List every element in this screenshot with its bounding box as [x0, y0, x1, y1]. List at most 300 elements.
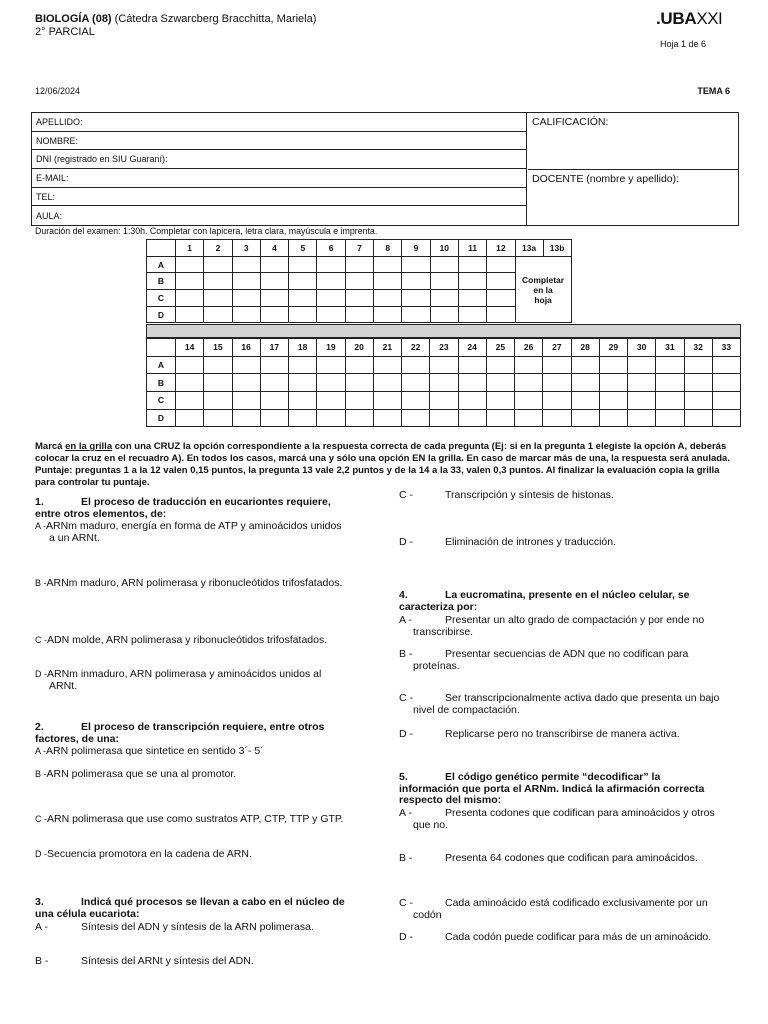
- grid-row-label: C: [147, 392, 176, 410]
- grid-corner: [147, 339, 176, 357]
- question-text: caracteriza por:: [399, 600, 478, 613]
- answer-cell[interactable]: [289, 256, 317, 273]
- answer-cell[interactable]: [599, 409, 627, 427]
- answer-cell[interactable]: [260, 392, 288, 410]
- question-text: El proceso de traducción en eucariontes requiere,: [81, 496, 331, 508]
- answer-cell[interactable]: [402, 392, 430, 410]
- grid-col-header: 11: [458, 240, 486, 257]
- answer-cell[interactable]: [373, 392, 401, 410]
- grid-col-header: 33: [712, 339, 740, 357]
- q3-option-a[interactable]: [35, 921, 380, 933]
- answer-cell[interactable]: [289, 409, 317, 427]
- grid-col-header: 5: [289, 240, 317, 257]
- grid-col-header: 7: [345, 240, 373, 257]
- answer-cell[interactable]: [628, 409, 656, 427]
- option-letter: A -: [399, 807, 412, 819]
- answer-cell[interactable]: [317, 374, 345, 392]
- grid-col-header: 16: [232, 339, 260, 357]
- instructions-pre: Marcá: [35, 441, 66, 452]
- grid1-row-d: [147, 306, 572, 323]
- answer-cell[interactable]: [487, 273, 515, 290]
- option-letter: A -: [35, 921, 48, 933]
- duration-note: Duración del examen: 1:30h. Completar con lapicera, letra clara, mayúscula e imprenta.: [35, 226, 378, 236]
- answer-cell[interactable]: [345, 273, 373, 290]
- grid-row-label: B: [147, 374, 176, 392]
- option-text: proteínas.: [413, 660, 460, 672]
- answer-cell[interactable]: [176, 256, 204, 273]
- instructions-paragraph: [35, 441, 735, 489]
- answer-cell[interactable]: [458, 306, 486, 323]
- complete-in-sheet-note: [515, 256, 571, 323]
- question-text: entre otros elementos, de:: [35, 507, 167, 520]
- grid2-row-b: [147, 374, 741, 392]
- answer-cell[interactable]: [232, 356, 260, 374]
- option-text: ARN polimerasa que sintetice en sentido 3´- 5´: [46, 745, 264, 757]
- question-number: 5.: [399, 771, 408, 783]
- answer-cell[interactable]: [289, 306, 317, 323]
- grid-col-header: 10: [430, 240, 458, 257]
- answer-cell[interactable]: [260, 290, 288, 307]
- grid-col-header: 3: [232, 240, 260, 257]
- grid-col-header: 18: [289, 339, 317, 357]
- grid-col-header: 19: [317, 339, 345, 357]
- answer-cell[interactable]: [232, 409, 260, 427]
- grid-col-header: 26: [515, 339, 543, 357]
- answer-cell[interactable]: [374, 273, 402, 290]
- option-text: ARNm maduro, ARN polimerasa y ribonucleótidos trifosfatados.: [46, 577, 343, 589]
- answer-cell[interactable]: [232, 256, 260, 273]
- field-email[interactable]: E-MAIL:: [32, 169, 527, 188]
- question-text: factores, de una:: [35, 732, 120, 745]
- q2-option-c[interactable]: [35, 813, 385, 825]
- option-letter: D -: [35, 669, 47, 679]
- grid2-row-c: [147, 392, 741, 410]
- answer-cell[interactable]: [684, 409, 712, 427]
- option-letter: C -: [399, 692, 413, 704]
- field-nombre[interactable]: NOMBRE:: [32, 132, 527, 150]
- option-letter: B -: [35, 769, 47, 779]
- answer-cell[interactable]: [204, 290, 232, 307]
- option-letter: B -: [399, 648, 413, 660]
- answer-cell[interactable]: [656, 374, 684, 392]
- q4-option-d[interactable]: [399, 728, 744, 740]
- answer-cell[interactable]: [684, 374, 712, 392]
- grid-col-header: 13b: [543, 240, 571, 257]
- answer-cell[interactable]: [232, 392, 260, 410]
- answer-cell[interactable]: [176, 273, 204, 290]
- answer-cell[interactable]: [430, 392, 458, 410]
- question-number: 3.: [35, 896, 44, 908]
- option-text: Presenta codones que codifican para aminoácidos y otros: [445, 807, 715, 819]
- answer-cell[interactable]: [373, 409, 401, 427]
- option-text: ARN polimerasa que use como sustratos ATP, CTP, TTP y GTP.: [47, 813, 344, 825]
- grid-col-header: 25: [486, 339, 514, 357]
- q2-option-b[interactable]: [35, 768, 380, 780]
- answer-cell[interactable]: [176, 392, 204, 410]
- option-text: Presentar secuencias de ADN que no codifican para: [445, 648, 689, 660]
- grid-col-header: 15: [204, 339, 232, 357]
- answer-cell[interactable]: [684, 392, 712, 410]
- answer-cell[interactable]: [402, 356, 430, 374]
- answer-cell[interactable]: [515, 409, 543, 427]
- answer-cell[interactable]: [204, 374, 232, 392]
- grid-col-header: 32: [684, 339, 712, 357]
- option-letter: D -: [399, 931, 413, 943]
- answer-cell[interactable]: [515, 356, 543, 374]
- answer-cell[interactable]: [712, 374, 740, 392]
- answer-cell[interactable]: [260, 409, 288, 427]
- answer-cell[interactable]: [260, 306, 288, 323]
- grid1-row-c: [147, 290, 572, 307]
- answer-cell[interactable]: [684, 356, 712, 374]
- answer-cell[interactable]: [204, 409, 232, 427]
- answer-cell[interactable]: [345, 256, 373, 273]
- student-info-box: [31, 112, 739, 226]
- option-letter: C -: [399, 489, 413, 501]
- option-letter: C -: [35, 814, 47, 824]
- answer-cell[interactable]: [232, 273, 260, 290]
- grid-col-header: 17: [260, 339, 288, 357]
- docente-field[interactable]: DOCENTE (nombre y apellido):: [532, 173, 680, 185]
- calificacion-field[interactable]: CALIFICACIÓN:: [528, 113, 738, 170]
- field-tel[interactable]: TEL:: [32, 188, 527, 206]
- answer-cell[interactable]: [571, 374, 599, 392]
- grid-col-header: 24: [458, 339, 486, 357]
- tema-label: TEMA 6: [697, 86, 730, 96]
- answer-cell[interactable]: [430, 306, 458, 323]
- answer-cell[interactable]: [176, 409, 204, 427]
- answer-cell[interactable]: [458, 374, 486, 392]
- answer-cell[interactable]: [373, 356, 401, 374]
- option-text: nivel de compactación.: [413, 704, 520, 716]
- answer-cell[interactable]: [345, 290, 373, 307]
- q2-option-a[interactable]: [35, 745, 380, 757]
- answer-cell[interactable]: [176, 374, 204, 392]
- field-apellido[interactable]: APELLIDO:: [32, 113, 527, 132]
- answer-cell[interactable]: [656, 356, 684, 374]
- grid1-row-b: [147, 273, 572, 290]
- exam-name: 2° PARCIAL: [35, 26, 95, 38]
- option-text: a un ARNt.: [49, 532, 100, 544]
- answer-cell[interactable]: [712, 356, 740, 374]
- answer-cell[interactable]: [628, 374, 656, 392]
- option-text: Replicarse pero no transcribirse de manera activa.: [445, 728, 680, 740]
- option-letter: C -: [35, 635, 47, 645]
- option-text: Eliminación de intrones y traducción.: [445, 536, 617, 548]
- course-name: BIOLOGÍA (08): [35, 13, 112, 25]
- answer-cell[interactable]: [289, 290, 317, 307]
- q4-option-b[interactable]: [399, 648, 744, 672]
- answer-cell[interactable]: [656, 409, 684, 427]
- q4-option-c[interactable]: [399, 692, 744, 716]
- answer-cell[interactable]: [628, 392, 656, 410]
- answer-cell[interactable]: [599, 374, 627, 392]
- logo-suffix: XXI: [696, 9, 723, 28]
- grid-row-label: A: [147, 256, 176, 273]
- answer-cell[interactable]: [317, 356, 345, 374]
- question-5-title: [399, 772, 744, 807]
- answer-grid-1: [146, 239, 572, 323]
- answer-cell[interactable]: [571, 409, 599, 427]
- answer-cell[interactable]: [458, 273, 486, 290]
- answer-cell[interactable]: [402, 374, 430, 392]
- answer-cell[interactable]: [458, 256, 486, 273]
- answer-cell[interactable]: [571, 392, 599, 410]
- answer-cell[interactable]: [260, 273, 288, 290]
- answer-cell[interactable]: [402, 409, 430, 427]
- option-text: que no.: [413, 819, 449, 831]
- q1-option-a[interactable]: [35, 520, 375, 544]
- answer-cell[interactable]: [543, 374, 571, 392]
- option-letter: D -: [399, 536, 413, 548]
- answer-cell[interactable]: [373, 374, 401, 392]
- q5-option-b[interactable]: [399, 852, 744, 864]
- answer-cell[interactable]: [289, 392, 317, 410]
- grid-col-header: 28: [571, 339, 599, 357]
- answer-cell[interactable]: [458, 290, 486, 307]
- grid2-row-a: [147, 356, 741, 374]
- option-text: Transcripción y síntesis de histonas.: [445, 489, 614, 501]
- grid-row-label: C: [147, 290, 176, 307]
- logo-main: .UBA: [656, 9, 697, 28]
- answer-cell[interactable]: [543, 356, 571, 374]
- answer-cell[interactable]: [458, 356, 486, 374]
- answer-cell[interactable]: [317, 392, 345, 410]
- answer-cell[interactable]: [402, 290, 430, 307]
- option-letter: D -: [35, 849, 47, 859]
- answer-grid-2: [146, 338, 741, 427]
- q5-option-a[interactable]: [399, 807, 744, 831]
- answer-cell[interactable]: [317, 306, 345, 323]
- option-text: transcribirse.: [413, 626, 474, 638]
- answer-cell[interactable]: [543, 409, 571, 427]
- option-text: ARNm maduro, energía en forma de ATP y aminoácidos unidos: [46, 520, 342, 532]
- grid-row-label: D: [147, 306, 176, 323]
- answer-cell[interactable]: [430, 273, 458, 290]
- answer-cell[interactable]: [345, 374, 373, 392]
- answer-cell[interactable]: [345, 356, 373, 374]
- grid-col-header: 20: [345, 339, 373, 357]
- answer-cell[interactable]: [204, 306, 232, 323]
- option-letter: B -: [35, 955, 49, 967]
- answer-cell[interactable]: [374, 290, 402, 307]
- q3-option-b[interactable]: [35, 955, 380, 967]
- grid2-header-row: [147, 339, 741, 357]
- question-number: 4.: [399, 589, 408, 601]
- question-text: El proceso de transcripción requiere, entre otros: [81, 721, 325, 733]
- answer-cell[interactable]: [374, 256, 402, 273]
- answer-cell[interactable]: [486, 409, 514, 427]
- answer-cell[interactable]: [232, 374, 260, 392]
- answer-cell[interactable]: [402, 256, 430, 273]
- answer-cell[interactable]: [204, 392, 232, 410]
- complete-note-line: hoja: [534, 294, 552, 305]
- uba-xxi-logo: [656, 10, 722, 28]
- answer-cell[interactable]: [487, 256, 515, 273]
- option-letter: B -: [35, 578, 47, 588]
- answer-cell[interactable]: [260, 356, 288, 374]
- answer-cell[interactable]: [289, 273, 317, 290]
- course-header: [35, 13, 316, 39]
- q1-option-c[interactable]: [35, 634, 380, 646]
- answer-cell[interactable]: [458, 409, 486, 427]
- grid1-header-row: [147, 240, 572, 257]
- answer-cell[interactable]: [374, 306, 402, 323]
- option-text: Síntesis del ADN y síntesis de la ARN polimerasa.: [81, 921, 314, 933]
- answer-cell[interactable]: [599, 392, 627, 410]
- answer-cell[interactable]: [430, 409, 458, 427]
- grid-col-header: 8: [374, 240, 402, 257]
- answer-cell[interactable]: [289, 374, 317, 392]
- option-letter: A -: [35, 521, 47, 531]
- answer-cell[interactable]: [486, 392, 514, 410]
- grid-corner: [147, 240, 176, 257]
- question-1-title: [35, 497, 375, 520]
- option-text: ARNt.: [49, 680, 78, 692]
- complete-note-line: Completar: [522, 274, 565, 285]
- answer-cell[interactable]: [317, 409, 345, 427]
- answer-cell[interactable]: [204, 273, 232, 290]
- grid2-row-d: [147, 409, 741, 427]
- grid-col-header: 22: [402, 339, 430, 357]
- answer-cell[interactable]: [571, 356, 599, 374]
- question-3-title: [35, 897, 380, 920]
- grid-row-label: B: [147, 273, 176, 290]
- answer-cell[interactable]: [458, 392, 486, 410]
- option-letter: A -: [399, 614, 412, 626]
- q5-option-c[interactable]: [399, 897, 744, 921]
- answer-cell[interactable]: [260, 256, 288, 273]
- grid-row-label: A: [147, 356, 176, 374]
- answer-cell[interactable]: [176, 290, 204, 307]
- grid-col-header: 23: [430, 339, 458, 357]
- option-text: ARN polimerasa que se una al promotor.: [46, 768, 237, 780]
- answer-cell[interactable]: [486, 356, 514, 374]
- option-text: Cada aminoácido está codificado exclusivamente por un: [445, 897, 708, 909]
- option-text: Síntesis del ARNt y síntesis del ADN.: [81, 955, 254, 967]
- question-number: 1.: [35, 496, 44, 508]
- option-letter: D -: [399, 728, 413, 740]
- question-4-title: [399, 590, 744, 613]
- answer-cell[interactable]: [515, 374, 543, 392]
- answer-cell[interactable]: [176, 356, 204, 374]
- question-text: información que porta el ARNm. Indicá la afirmación correcta: [399, 782, 705, 795]
- answer-cell[interactable]: [515, 392, 543, 410]
- q4-option-a[interactable]: [399, 614, 744, 638]
- option-text: Cada codón puede codificar para más de un aminoácido.: [445, 931, 712, 943]
- question-text: El código genético permite “decodificar” la: [445, 771, 661, 783]
- grid-col-header: 21: [373, 339, 401, 357]
- option-text: codón: [413, 909, 442, 921]
- q1-option-d[interactable]: [35, 668, 375, 692]
- instructions-underlined: en la grilla: [65, 441, 113, 452]
- grid-col-header: 30: [628, 339, 656, 357]
- question-2-title: [35, 722, 375, 745]
- option-letter: A -: [35, 746, 47, 756]
- question-text: Indicá qué procesos se llevan a cabo en el núcleo de: [81, 896, 345, 908]
- course-detail: (Cátedra Szwarcberg Bracchitta, Mariela): [111, 13, 317, 25]
- option-text: ADN molde, ARN polimerasa y ribonucleótidos trifosfatados.: [47, 634, 328, 646]
- answer-cell[interactable]: [232, 290, 260, 307]
- q3-option-d[interactable]: [399, 536, 744, 548]
- grid-col-header: 27: [543, 339, 571, 357]
- grid-col-header: 13a: [515, 240, 543, 257]
- answer-cell[interactable]: [487, 306, 515, 323]
- grid1-row-a: [147, 256, 572, 273]
- student-fields: [32, 113, 527, 225]
- q1-option-b[interactable]: [35, 577, 380, 589]
- question-text: respecto del mismo:: [399, 794, 502, 806]
- q5-option-d[interactable]: [399, 931, 749, 943]
- grid-col-header: 9: [402, 240, 430, 257]
- answer-cell[interactable]: [232, 306, 260, 323]
- grid-col-header: 14: [176, 339, 204, 357]
- answer-cell[interactable]: [430, 356, 458, 374]
- answer-cell[interactable]: [402, 306, 430, 323]
- option-text: Ser transcripcionalmente activa dado que presenta un bajo: [445, 692, 720, 704]
- option-text: ARNm inmaduro, ARN polimerasa y aminoácidos unidos al: [47, 668, 322, 680]
- answer-cell[interactable]: [289, 356, 317, 374]
- answer-cell[interactable]: [628, 356, 656, 374]
- answer-cell[interactable]: [317, 256, 345, 273]
- q3-option-c[interactable]: [399, 489, 744, 501]
- option-letter: B -: [399, 852, 413, 864]
- grid-separator-bar: [146, 324, 741, 338]
- answer-cell[interactable]: [430, 256, 458, 273]
- answer-cell[interactable]: [345, 306, 373, 323]
- question-text: La eucromatina, presente en el núcleo celular, se: [445, 589, 690, 601]
- q2-option-d[interactable]: [35, 848, 380, 860]
- answer-cell[interactable]: [345, 409, 373, 427]
- grid-col-header: 6: [317, 240, 345, 257]
- page-number: Hoja 1 de 6: [660, 39, 707, 49]
- answer-cell[interactable]: [260, 374, 288, 392]
- grid-col-header: 12: [487, 240, 515, 257]
- answer-cell[interactable]: [317, 290, 345, 307]
- question-text: una célula eucariota:: [35, 907, 140, 920]
- grid-col-header: 2: [204, 240, 232, 257]
- answer-cell[interactable]: [656, 392, 684, 410]
- option-text: Presentar un alto grado de compactación y por ende no: [445, 614, 705, 626]
- field-dni[interactable]: DNI (registrado en SIU Guaraní):: [32, 150, 527, 169]
- answer-cell[interactable]: [487, 290, 515, 307]
- exam-date: 12/06/2024: [35, 86, 81, 96]
- answer-cell[interactable]: [176, 306, 204, 323]
- answer-cell[interactable]: [430, 290, 458, 307]
- answer-cell[interactable]: [486, 374, 514, 392]
- answer-cell[interactable]: [712, 392, 740, 410]
- field-aula[interactable]: AULA:: [36, 210, 63, 221]
- option-letter: C -: [399, 897, 413, 909]
- answer-cell[interactable]: [204, 356, 232, 374]
- answer-cell[interactable]: [430, 374, 458, 392]
- grid-row-label: D: [147, 409, 176, 427]
- complete-note-line: en la: [533, 284, 553, 295]
- grid-col-header: 31: [656, 339, 684, 357]
- answer-cell[interactable]: [345, 392, 373, 410]
- grid-col-header: 1: [176, 240, 204, 257]
- answer-cell[interactable]: [317, 273, 345, 290]
- grid-col-header: 29: [599, 339, 627, 357]
- answer-cell[interactable]: [204, 256, 232, 273]
- answer-cell[interactable]: [543, 392, 571, 410]
- answer-cell[interactable]: [402, 273, 430, 290]
- answer-cell[interactable]: [599, 356, 627, 374]
- option-text: Presenta 64 codones que codifican para aminoácidos.: [445, 852, 698, 864]
- grid-col-header: 4: [260, 240, 288, 257]
- question-number: 2.: [35, 721, 44, 733]
- answer-cell[interactable]: [712, 409, 740, 427]
